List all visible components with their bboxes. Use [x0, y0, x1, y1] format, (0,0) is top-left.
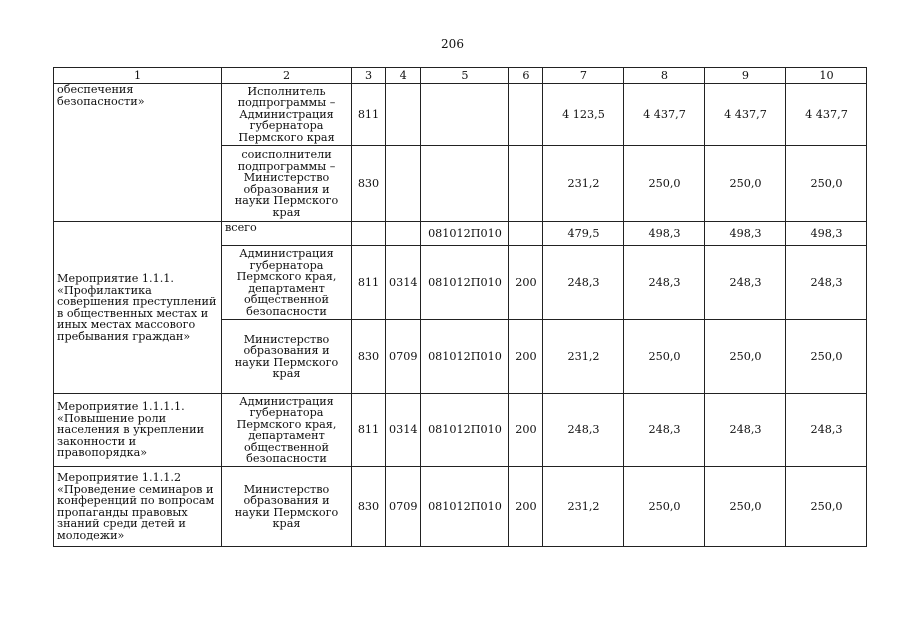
activity-name-cell: Мероприятие 1.1.1.1. «Повышение роли населения в укреплении законности и правопорядка»: [54, 394, 222, 467]
amount-cell: 248,3: [543, 394, 624, 467]
budget-table: [53, 67, 867, 547]
section-code-cell: [386, 222, 421, 246]
table-row: [54, 84, 867, 146]
executor-cell: Министерство образования и науки Пермского края: [222, 467, 352, 547]
amount-cell: 4 437,7: [786, 84, 867, 146]
amount-cell: 231,2: [543, 146, 624, 222]
executor-cell: Исполнитель подпрограммы – Администрация губернатора Пермского края: [222, 84, 352, 146]
grbs-code-cell: 811: [352, 394, 386, 467]
target-article-cell: 081012П010: [421, 467, 509, 547]
column-header: 9: [705, 68, 786, 84]
section-code-cell: [386, 146, 421, 222]
executor-cell: соисполнители подпрограммы – Министерство образования и науки Пермского края: [222, 146, 352, 222]
amount-cell: 248,3: [705, 394, 786, 467]
amount-cell: 250,0: [624, 146, 705, 222]
expense-type-cell: [509, 146, 543, 222]
table-row: [54, 394, 867, 467]
amount-cell: 250,0: [786, 467, 867, 547]
target-article-cell: 081012П010: [421, 394, 509, 467]
target-article-cell: 081012П010: [421, 246, 509, 320]
amount-cell: 248,3: [786, 246, 867, 320]
executor-cell: Администрация губернатора Пермского края, департамент общественной безопасности: [222, 246, 352, 320]
section-code-cell: [386, 84, 421, 146]
amount-cell: 248,3: [624, 246, 705, 320]
amount-cell: 248,3: [543, 246, 624, 320]
expense-type-cell: 200: [509, 320, 543, 394]
column-header: 7: [543, 68, 624, 84]
column-header: 2: [222, 68, 352, 84]
grbs-code-cell: [352, 222, 386, 246]
executor-cell: Администрация губернатора Пермского края, департамент общественной безопасности: [222, 394, 352, 467]
expense-type-cell: [509, 84, 543, 146]
target-article-cell: [421, 146, 509, 222]
amount-cell: 250,0: [786, 146, 867, 222]
amount-cell: 479,5: [543, 222, 624, 246]
table-row: [54, 467, 867, 547]
amount-cell: 248,3: [786, 394, 867, 467]
amount-cell: 250,0: [786, 320, 867, 394]
expense-type-cell: [509, 222, 543, 246]
column-header: 1: [54, 68, 222, 84]
column-header: 8: [624, 68, 705, 84]
column-header: 3: [352, 68, 386, 84]
amount-cell: 498,3: [624, 222, 705, 246]
grbs-code-cell: 811: [352, 246, 386, 320]
column-header: 4: [386, 68, 421, 84]
table-row: [54, 222, 867, 246]
program-name-cell: обеспечения безопасности»: [54, 84, 222, 222]
expense-type-cell: 200: [509, 246, 543, 320]
amount-cell: 250,0: [624, 320, 705, 394]
section-code-cell: 0314: [386, 246, 421, 320]
target-article-cell: [421, 84, 509, 146]
section-code-cell: 0709: [386, 320, 421, 394]
activity-name-cell: Мероприятие 1.1.1.2 «Проведение семинаров и конференций по вопросам пропаганды правовых знаний среди детей и молодежи»: [54, 467, 222, 547]
amount-cell: 231,2: [543, 320, 624, 394]
amount-cell: 250,0: [705, 467, 786, 547]
amount-cell: 250,0: [705, 146, 786, 222]
amount-cell: 248,3: [624, 394, 705, 467]
grbs-code-cell: 830: [352, 320, 386, 394]
grbs-code-cell: 830: [352, 146, 386, 222]
amount-cell: 231,2: [543, 467, 624, 547]
amount-cell: 4 437,7: [705, 84, 786, 146]
amount-cell: 4 123,5: [543, 84, 624, 146]
amount-cell: 498,3: [705, 222, 786, 246]
amount-cell: 250,0: [705, 320, 786, 394]
expense-type-cell: 200: [509, 467, 543, 547]
target-article-cell: 081012П010: [421, 222, 509, 246]
grbs-code-cell: 811: [352, 84, 386, 146]
column-header: 6: [509, 68, 543, 84]
executor-cell: всего: [222, 222, 352, 246]
activity-name-cell: Мероприятие 1.1.1. «Профилактика совершения преступлений в общественных местах и иных местах массового пребывания граждан»: [54, 222, 222, 394]
amount-cell: 4 437,7: [624, 84, 705, 146]
section-code-cell: 0709: [386, 467, 421, 547]
column-header: 5: [421, 68, 509, 84]
target-article-cell: 081012П010: [421, 320, 509, 394]
section-code-cell: 0314: [386, 394, 421, 467]
executor-cell: Министерство образования и науки Пермского края: [222, 320, 352, 394]
grbs-code-cell: 830: [352, 467, 386, 547]
page-number: 206: [441, 37, 464, 51]
amount-cell: 498,3: [786, 222, 867, 246]
header-row: [54, 68, 867, 84]
amount-cell: 248,3: [705, 246, 786, 320]
expense-type-cell: 200: [509, 394, 543, 467]
amount-cell: 250,0: [624, 467, 705, 547]
column-header: 10: [786, 68, 867, 84]
